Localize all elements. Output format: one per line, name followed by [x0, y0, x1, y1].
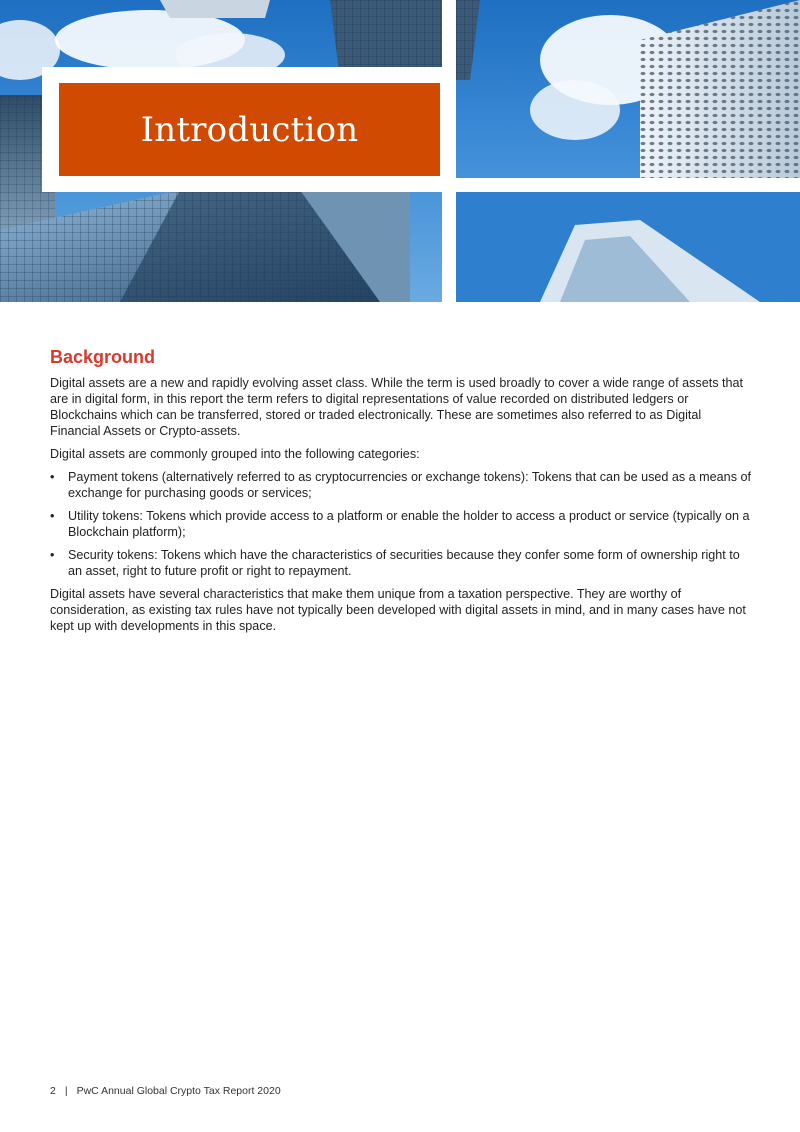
main-content — [50, 345, 755, 641]
page-footer — [50, 1085, 281, 1097]
section-heading: Background — [50, 347, 156, 367]
paragraph-taxation: Digital assets have several characteristics that make them unique from a taxation perspective. They are worthy of consideration, as existing tax rules have not typically been developed with digital assets in mind, and in many cases have not kept up with developments in this space. — [50, 587, 746, 633]
list-item-text: Utility tokens: Tokens which provide access to a platform or enable the holder to access a product or service (typically on a Blockchain platform); — [68, 509, 750, 539]
list-item-text: Security tokens: Tokens which have the characteristics of securities because they confer some form of ownership right to an asset, right to future profit or right to repayment. — [68, 548, 740, 578]
page-number: 2 — [50, 1085, 56, 1097]
title-banner — [59, 83, 440, 176]
bullet-icon: • — [50, 470, 55, 484]
page-title: Introduction — [140, 109, 359, 150]
bullet-icon: • — [50, 548, 55, 562]
list-item — [50, 508, 755, 540]
paragraph-definition: Digital assets are a new and rapidly evolving asset class. While the term is used broadly to cover a wide range of assets that are in digital form, in this report the term refers to digital representations of value recorded on distributed ledgers or Blockchains which can be transferred, stored or traded electronically. These are sometimes also referred to as Digital Financial Assets or Crypto-assets. — [50, 376, 744, 438]
list-item — [50, 547, 755, 579]
footer-separator: | — [64, 1085, 68, 1097]
paragraph-categories-intro: Digital assets are commonly grouped into the following categories: — [50, 447, 420, 461]
list-item-text: Payment tokens (alternatively referred to as cryptocurrencies or exchange tokens): Tokens that can be used as a means of exchange for purchasing goods or services; — [68, 470, 751, 500]
bullet-icon: • — [50, 509, 55, 523]
category-list — [50, 469, 755, 579]
report-title: PwC Annual Global Crypto Tax Report 2020 — [76, 1085, 281, 1097]
list-item — [50, 469, 755, 501]
